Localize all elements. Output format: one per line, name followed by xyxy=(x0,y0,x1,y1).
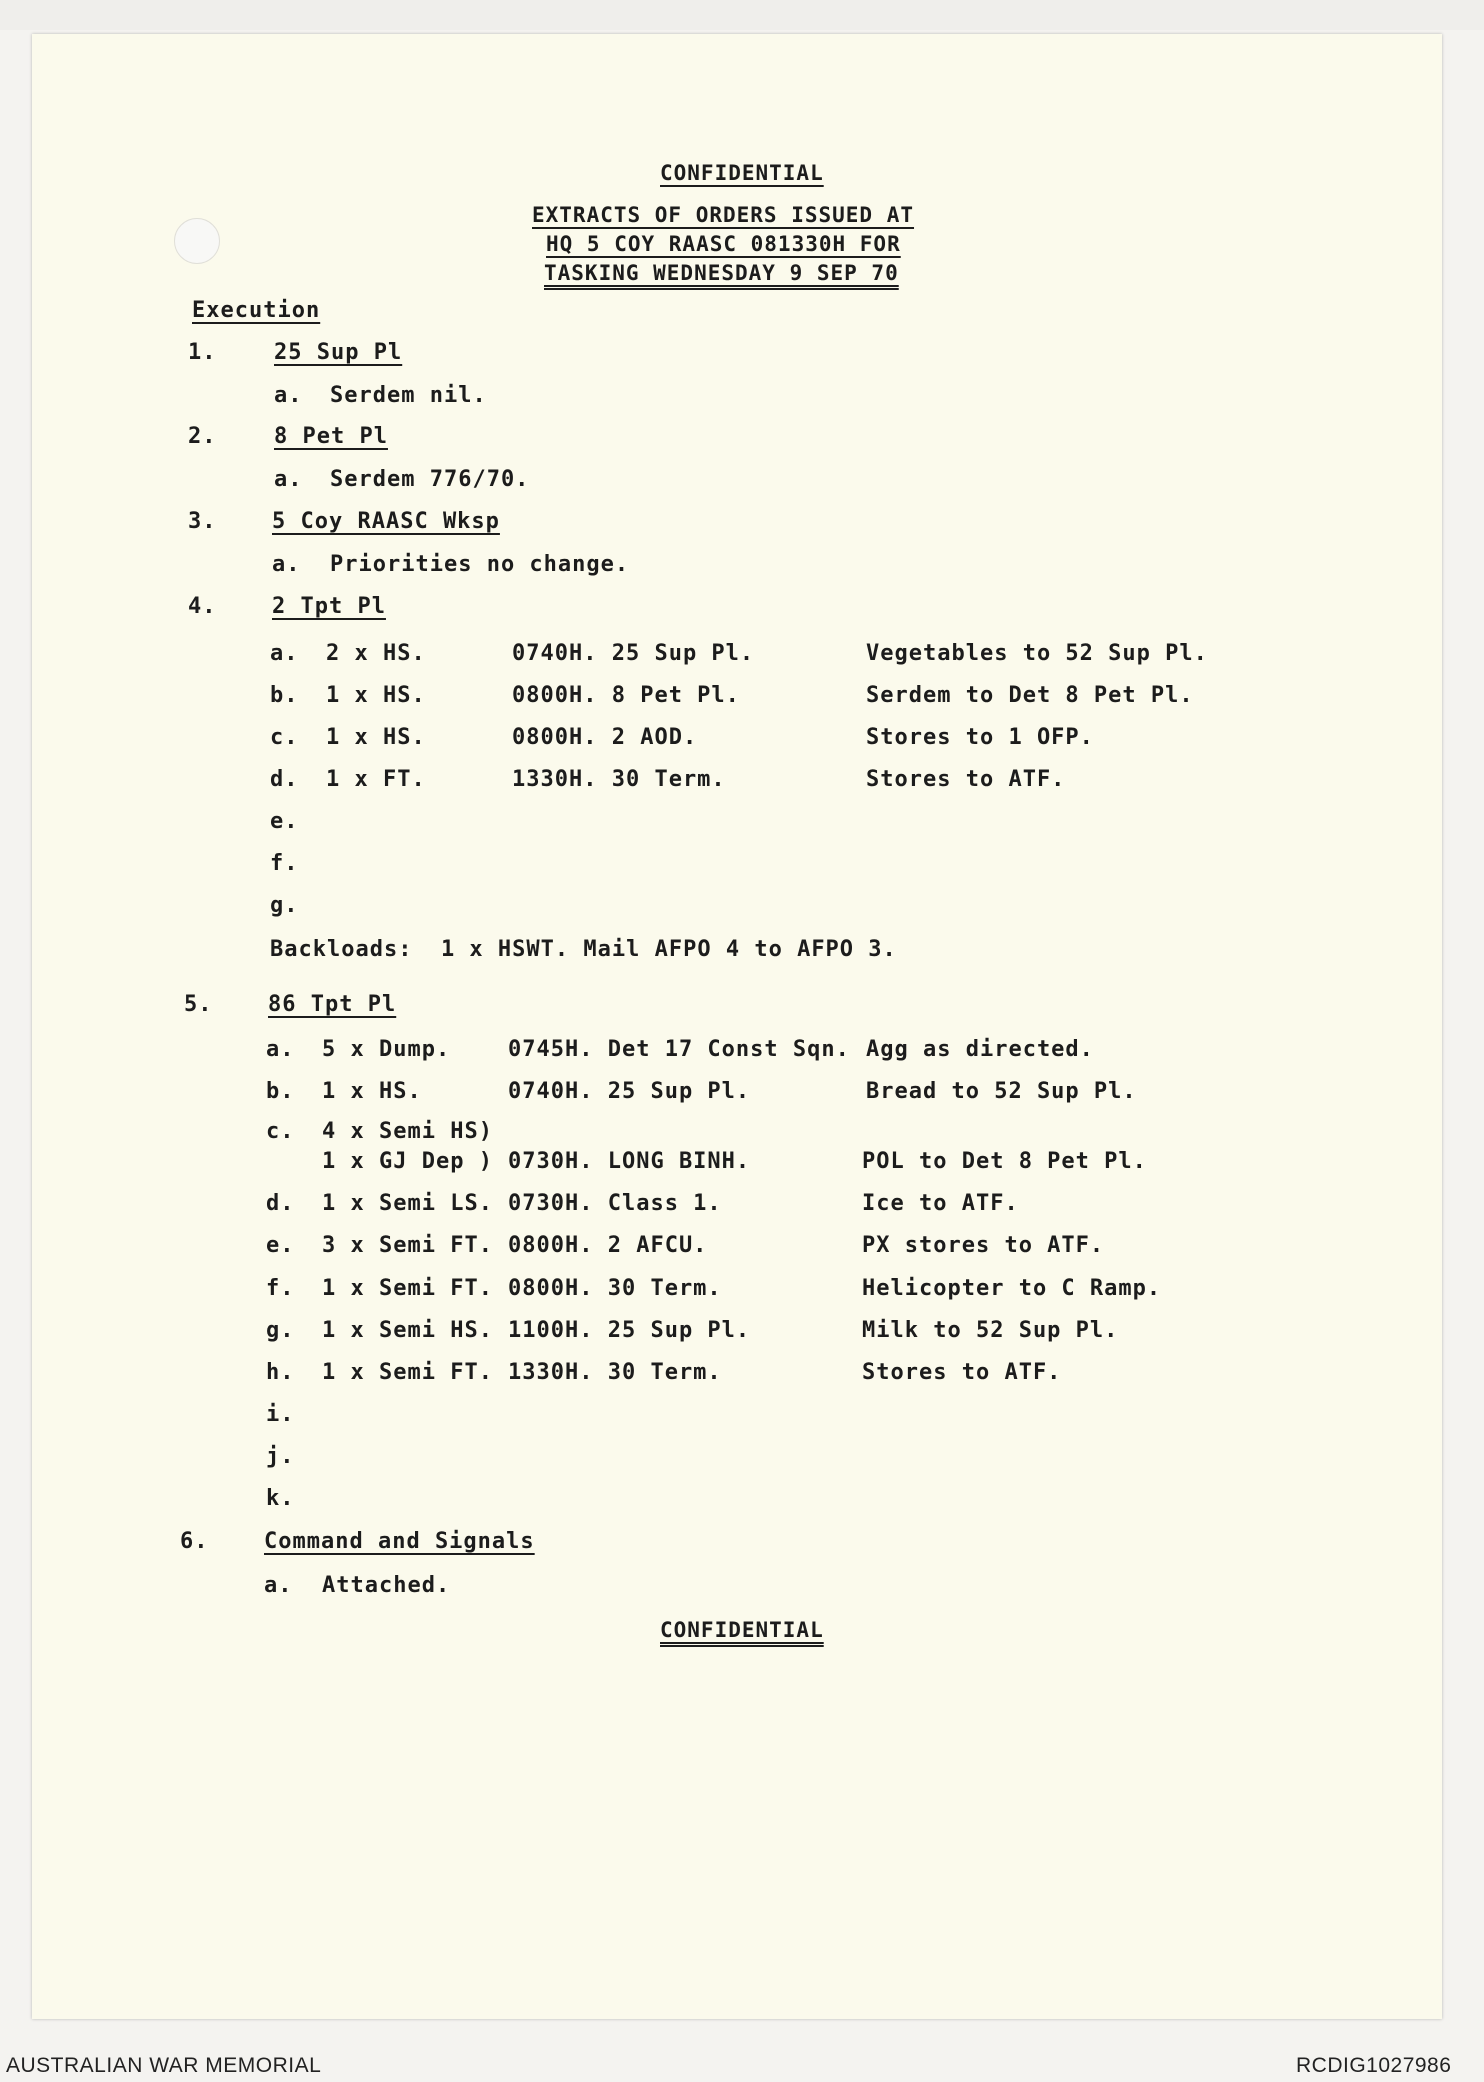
item-3-number: 3. xyxy=(188,509,217,534)
item-5-row-i-label: i. xyxy=(266,1402,295,1427)
item-5-row-f-task: Helicopter to C Ramp. xyxy=(862,1276,1162,1301)
item-5-row-f-vehicles: 1 x Semi FT. xyxy=(322,1276,493,1301)
item-5-row-c2-task: POL to Det 8 Pet Pl. xyxy=(862,1149,1147,1174)
item-5-row-j-label: j. xyxy=(266,1444,295,1469)
archive-footer-left: AUSTRALIAN WAR MEMORIAL xyxy=(6,2054,322,2077)
punch-hole xyxy=(174,218,220,264)
item-4-row-d-time: 1330H. 30 Term. xyxy=(512,767,726,792)
item-5-row-a-label: a. xyxy=(266,1037,295,1062)
item-5-row-h-vehicles: 1 x Semi FT. xyxy=(322,1360,493,1385)
item-2-a-text: Serdem 776/70. xyxy=(330,467,530,492)
item-4-row-a-vehicles: 2 x HS. xyxy=(326,641,426,666)
item-1-a-label: a. xyxy=(274,383,303,408)
item-5-row-a-vehicles: 5 x Dump. xyxy=(322,1037,451,1062)
item-5-row-e-task: PX stores to ATF. xyxy=(862,1233,1105,1258)
item-1-title: 25 Sup Pl xyxy=(274,340,403,365)
item-4-row-b-vehicles: 1 x HS. xyxy=(326,683,426,708)
item-5-row-e-time: 0800H. 2 AFCU. xyxy=(508,1233,708,1258)
document-page xyxy=(32,34,1442,2019)
item-4-row-a-label: a. xyxy=(270,641,299,666)
item-5-row-h-time: 1330H. 30 Term. xyxy=(508,1360,722,1385)
item-2-a-label: a. xyxy=(274,467,303,492)
item-6-a-text: Attached. xyxy=(322,1573,451,1598)
item-4-row-g-label: g. xyxy=(270,893,299,918)
item-5-row-a-task: Agg as directed. xyxy=(866,1037,1094,1062)
item-4-row-a-time: 0740H. 25 Sup Pl. xyxy=(512,641,755,666)
item-5-row-b-task: Bread to 52 Sup Pl. xyxy=(866,1079,1137,1104)
item-3-a-label: a. xyxy=(272,552,301,577)
item-4-number: 4. xyxy=(188,594,217,619)
classification-header: CONFIDENTIAL xyxy=(660,161,824,185)
item-5-row-c2-time: 0730H. LONG BINH. xyxy=(508,1149,751,1174)
archive-footer-right: RCDIG1027986 xyxy=(1296,2054,1452,2077)
item-4-title: 2 Tpt Pl xyxy=(272,594,386,619)
title-line-1: EXTRACTS OF ORDERS ISSUED AT xyxy=(532,203,915,227)
item-5-row-k-label: k. xyxy=(266,1486,295,1511)
item-5-row-f-label: f. xyxy=(266,1276,295,1301)
item-5-row-a-time: 0745H. Det 17 Const Sqn. xyxy=(508,1037,850,1062)
item-1-number: 1. xyxy=(188,340,217,365)
item-1-a-text: Serdem nil. xyxy=(330,383,487,408)
item-4-backloads: Backloads: 1 x HSWT. Mail AFPO 4 to AFPO 3. xyxy=(270,937,897,962)
item-5-row-e-label: e. xyxy=(266,1233,295,1258)
item-5-row-g-time: 1100H. 25 Sup Pl. xyxy=(508,1318,751,1343)
item-4-row-d-vehicles: 1 x FT. xyxy=(326,767,426,792)
item-4-row-b-time: 0800H. 8 Pet Pl. xyxy=(512,683,740,708)
item-4-row-c-label: c. xyxy=(270,725,299,750)
item-5-row-d-label: d. xyxy=(266,1191,295,1216)
item-5-row-h-task: Stores to ATF. xyxy=(862,1360,1062,1385)
item-4-row-b-label: b. xyxy=(270,683,299,708)
item-5-title: 86 Tpt Pl xyxy=(268,992,397,1017)
item-5-row-c-label: c. xyxy=(266,1119,295,1144)
item-6-number: 6. xyxy=(180,1529,209,1554)
classification-footer: CONFIDENTIAL xyxy=(660,1618,824,1642)
scan-background-top xyxy=(0,0,1484,30)
item-4-row-c-time: 0800H. 2 AOD. xyxy=(512,725,698,750)
item-3-a-text: Priorities no change. xyxy=(330,552,630,577)
item-4-row-c-task: Stores to 1 OFP. xyxy=(866,725,1094,750)
section-title-execution: Execution xyxy=(192,298,321,323)
item-5-row-d-time: 0730H. Class 1. xyxy=(508,1191,722,1216)
item-5-row-c2-vehicles: 1 x GJ Dep ) xyxy=(322,1149,493,1174)
item-6-a-label: a. xyxy=(264,1573,293,1598)
item-4-row-b-task: Serdem to Det 8 Pet Pl. xyxy=(866,683,1194,708)
item-5-row-c-vehicles: 4 x Semi HS) xyxy=(322,1119,493,1144)
item-2-number: 2. xyxy=(188,424,217,449)
title-line-3: TASKING WEDNESDAY 9 SEP 70 xyxy=(544,261,899,285)
item-5-row-g-label: g. xyxy=(266,1318,295,1343)
item-5-row-g-task: Milk to 52 Sup Pl. xyxy=(862,1318,1119,1343)
item-5-row-h-label: h. xyxy=(266,1360,295,1385)
item-2-title: 8 Pet Pl xyxy=(274,424,388,449)
item-5-row-b-label: b. xyxy=(266,1079,295,1104)
title-line-2: HQ 5 COY RAASC 081330H FOR xyxy=(546,232,901,256)
item-5-row-b-vehicles: 1 x HS. xyxy=(322,1079,422,1104)
item-5-row-d-task: Ice to ATF. xyxy=(862,1191,1019,1216)
item-5-row-d-vehicles: 1 x Semi LS. xyxy=(322,1191,493,1216)
item-3-title: 5 Coy RAASC Wksp xyxy=(272,509,500,534)
item-4-row-d-task: Stores to ATF. xyxy=(866,767,1066,792)
item-5-row-g-vehicles: 1 x Semi HS. xyxy=(322,1318,493,1343)
item-4-row-d-label: d. xyxy=(270,767,299,792)
item-5-row-b-time: 0740H. 25 Sup Pl. xyxy=(508,1079,751,1104)
item-5-row-e-vehicles: 3 x Semi FT. xyxy=(322,1233,493,1258)
item-4-row-e-label: e. xyxy=(270,809,299,834)
item-5-row-f-time: 0800H. 30 Term. xyxy=(508,1276,722,1301)
item-4-row-c-vehicles: 1 x HS. xyxy=(326,725,426,750)
item-4-row-f-label: f. xyxy=(270,851,299,876)
item-6-title: Command and Signals xyxy=(264,1529,535,1554)
item-5-number: 5. xyxy=(184,992,213,1017)
item-4-row-a-task: Vegetables to 52 Sup Pl. xyxy=(866,641,1208,666)
